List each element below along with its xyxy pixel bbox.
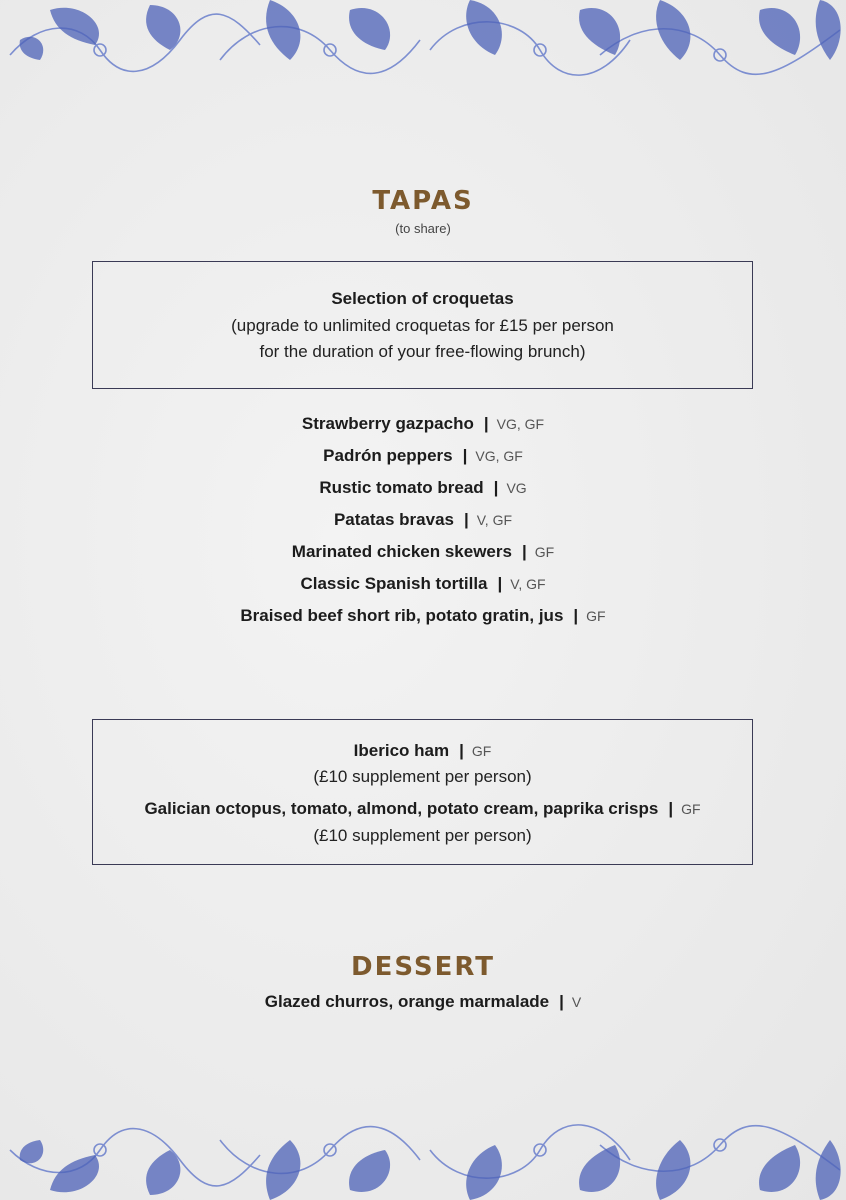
supplements-box <box>92 719 753 865</box>
top-floral-border <box>0 0 846 100</box>
tapas-title: TAPAS <box>372 186 474 216</box>
croquetas-name: Selection of croquetas <box>331 289 514 308</box>
menu-item: Rustic tomato bread | VG <box>319 478 527 497</box>
menu-item: Classic Spanish tortilla | V, GF <box>300 574 546 593</box>
supplement-note: (£10 supplement per person) <box>313 826 532 845</box>
croquetas-note-2: for the duration of your free-flowing brunch) <box>259 342 586 361</box>
supplement-item: Iberico ham | GF <box>353 741 492 760</box>
dessert-item: Glazed churros, orange marmalade | V <box>264 992 582 1011</box>
tapas-subtitle: (to share) <box>395 221 451 236</box>
supplement-item: Galician octopus, tomato, almond, potato cream, paprika crisps | GF <box>144 799 701 818</box>
dessert-title: DESSERT <box>351 952 495 982</box>
croquetas-note-1: (upgrade to unlimited croquetas for £15 per person <box>231 316 614 335</box>
menu-item: Marinated chicken skewers | GF <box>291 542 555 561</box>
menu-item: Padrón peppers | VG, GF <box>323 446 523 465</box>
menu-item: Strawberry gazpacho | VG, GF <box>301 414 545 433</box>
menu-item: Patatas bravas | V, GF <box>333 510 513 529</box>
menu-item: Braised beef short rib, potato gratin, jus | GF <box>240 606 606 625</box>
supplement-note: (£10 supplement per person) <box>313 767 532 786</box>
bottom-floral-border <box>0 1110 846 1200</box>
croquetas-box <box>92 261 753 389</box>
